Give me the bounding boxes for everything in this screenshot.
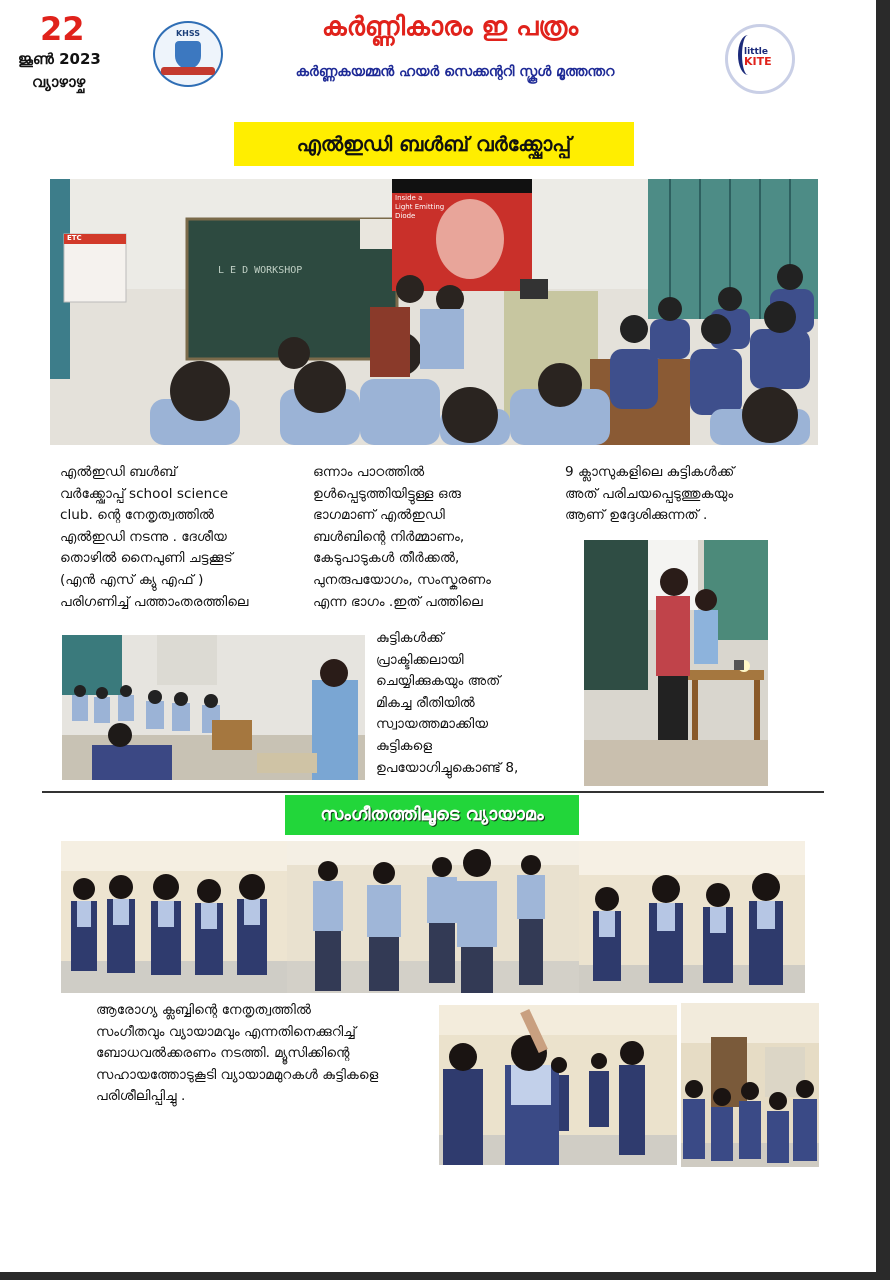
ribbon-icon: [161, 67, 215, 75]
exercise-photo-group-right: [681, 1003, 819, 1167]
exercise-photo-dancing-girl: [439, 1005, 677, 1165]
student-demonstration-photo: [584, 540, 768, 786]
article2-headline: സംഗീതത്തിലൂടെ വ്യായാമം: [285, 795, 579, 835]
article1-headline: എൽഇഡി ബൾബ് വർക്ക്ഷോപ്പ്: [234, 122, 634, 166]
projector-screen-text: Inside a Light Emitting Diode: [395, 194, 445, 220]
blackboard-text: L E D WORKSHOP: [218, 265, 303, 276]
page-number: 22: [40, 10, 85, 48]
kite-logo-text-little: little: [744, 47, 768, 57]
exercise-photo-girls-left: [61, 841, 287, 993]
school-logo: [153, 21, 223, 87]
kite-logo-text-kite: KITE: [744, 55, 772, 68]
section-divider: [42, 791, 824, 793]
calendar-text: ETC: [67, 234, 82, 242]
exercise-photo-boys-center: [287, 841, 579, 993]
led-workshop-classroom-photo: [50, 179, 818, 445]
issue-month: ജൂൺ 2023: [18, 50, 101, 68]
school-logo-text: KHSS: [175, 29, 201, 38]
students-at-desks-photo: [62, 635, 365, 780]
article2-body: ആരോഗ്യ ക്ലബ്ബിന്റെ നേതൃത്വത്തിൽ സംഗീതവും വ്യായാമവും എന്നതിനെക്കുറിച്ച് ബോധവൽക്കരണം നടത്തി. മ്യൂസിക്കിന്റെ സഹായത്തോടുകൂടി വ്യായാമമുറകൾ കുട്ടികളെ പരിശീലിപ്പിച്ചു .: [96, 1002, 379, 1105]
little-kite-logo: [725, 24, 795, 94]
article1-column-2: ഒന്നാം പാഠത്തിൽ ഉൾപ്പെടുത്തിയിട്ടുള്ള ഒരു ഭാഗമാണ് എൽഇഡി ബൾബിന്റെ നിർമ്മാണം, കേടുപാടുകൾ തീർക്കൽ, പുനരുപയോഗം, സംസ്കരണം എന്ന ഭാഗം .ഇത് പത്തിലെ: [313, 464, 491, 610]
shield-icon: [175, 41, 201, 69]
article1-column-3: 9 ക്ലാസുകളിലെ കുട്ടികൾക്ക് അത് പരിചയപ്പെടുത്തുകയും ആണ് ഉദ്ദേശിക്കുന്നത് .: [565, 464, 735, 524]
school-name: കർണ്ണകയമ്മൻ ഹയർ സെക്കന്ററി സ്കൂൾ മൂത്തന്തറ: [295, 64, 615, 80]
article1-column-2-continued: കുട്ടികൾക്ക് പ്രാക്ടിക്കലായി ചെയ്യിക്കുകയും അത് മികച്ച രീതിയിൽ സ്വായത്തമാക്കിയ കുട്ടികളെ ഉപയോഗിച്ചുകൊണ്ട് 8,: [376, 630, 519, 776]
article1-column-1: എൽഇഡി ബൾബ് വർക്ക്ഷോപ്പ് school science club. ന്റെ നേതൃത്വത്തിൽ എൽഇഡി നടന്നു . ദേശീയ തൊഴിൽ നൈപുണി ചട്ടക്കൂട് (എൻ എസ് ക്യു എഫ് ) പരിഗണിച്ച് പത്താംതരത്തിലെ: [60, 464, 249, 610]
issue-weekday: വ്യാഴാഴ്ച: [32, 73, 86, 91]
masthead-title: കർണ്ണികാരം ഇ പത്രം: [321, 12, 579, 42]
exercise-photo-girls-right: [579, 841, 805, 993]
